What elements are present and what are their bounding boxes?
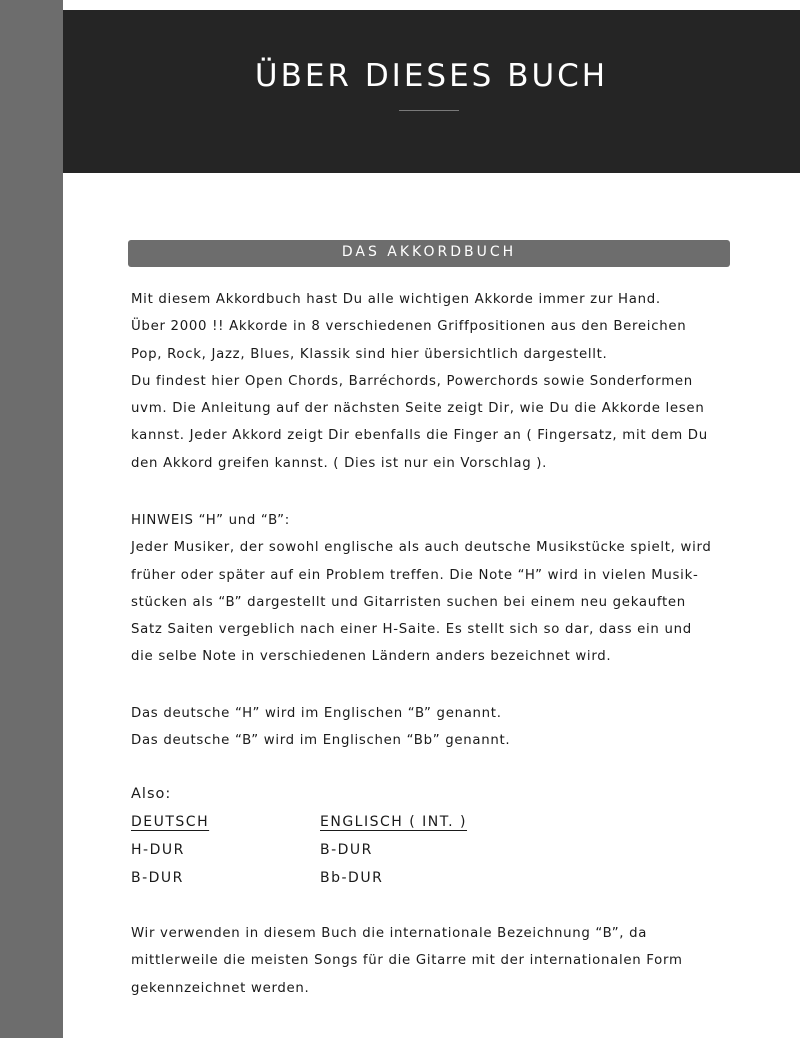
- intro-paragraph: [131, 286, 771, 477]
- page-title: ÜBER DIESES BUCH: [254, 58, 609, 94]
- intro-line: Du findest hier Open Chords, Barréchords, Powerchords sowie Sonderformen: [131, 373, 693, 389]
- closing-line: gekennzeichnet werden.: [131, 980, 310, 996]
- intro-line: uvm. Die Anleitung auf der nächsten Seite zeigt Dir, wie Du die Akkorde lesen: [131, 401, 705, 417]
- closing-paragraph: [131, 920, 771, 1002]
- notes-paragraph: [131, 700, 771, 755]
- intro-line: Über 2000 !! Akkorde in 8 verschiedenen Griffpositionen aus den Bereichen: [131, 319, 687, 335]
- hinweis-heading: HINWEIS “H” und “B”:: [131, 513, 290, 528]
- note-line: Das deutsche “B” wird im Englischen “Bb” genannt.: [131, 733, 511, 749]
- hinweis-paragraph: [131, 507, 771, 671]
- table-column-englisch: [320, 808, 467, 892]
- intro-line: kannst. Jeder Akkord zeigt Dir ebenfalls die Finger an ( Fingersatz, mit dem Du: [131, 428, 708, 444]
- table-cell: B-DUR: [131, 870, 184, 886]
- title-divider: [399, 110, 459, 111]
- side-bar: [0, 0, 63, 1038]
- intro-line: Mit diesem Akkordbuch hast Du alle wichtigen Akkorde immer zur Hand.: [131, 292, 661, 307]
- table-cell: H-DUR: [131, 842, 185, 858]
- table-header-englisch: ENGLISCH ( INT. ): [320, 814, 468, 830]
- hinweis-line: Satz Saiten vergeblich nach einer H-Saite. Es stellt sich so dar, dass ein und: [131, 622, 692, 638]
- table-header-deutsch: DEUTSCH: [131, 814, 210, 830]
- hinweis-line: Jeder Musiker, der sowohl englische als auch deutsche Musikstücke spielt, wird: [131, 540, 712, 556]
- hinweis-line: früher oder später auf ein Problem treffen. Die Note “H” wird in vielen Musik-: [131, 567, 699, 583]
- hinweis-line: stücken als “B” dargestellt und Gitarristen suchen bei einem neu gekauften: [131, 594, 686, 610]
- section-heading-bar: [128, 240, 730, 267]
- table-cell: Bb-DUR: [320, 870, 384, 886]
- also-label: Also:: [131, 786, 172, 802]
- hinweis-line: die selbe Note in verschiedenen Ländern anders bezeichnet wird.: [131, 649, 612, 665]
- table-column-deutsch: [131, 808, 209, 892]
- table-cell: B-DUR: [320, 842, 373, 858]
- closing-line: mittlerweile die meisten Songs für die Gitarre mit der internationalen Form: [131, 953, 683, 969]
- intro-line: den Akkord greifen kannst. ( Dies ist nur ein Vorschlag ).: [131, 455, 548, 471]
- closing-line: Wir verwenden in diesem Buch die internationale Bezeichnung “B”, da: [131, 926, 648, 941]
- section-title: DAS AKKORDBUCH: [341, 244, 517, 260]
- page-header: [63, 10, 800, 173]
- note-line: Das deutsche “H” wird im Englischen “B” genannt.: [131, 706, 502, 721]
- intro-line: Pop, Rock, Jazz, Blues, Klassik sind hier übersichtlich dargestellt.: [131, 346, 608, 362]
